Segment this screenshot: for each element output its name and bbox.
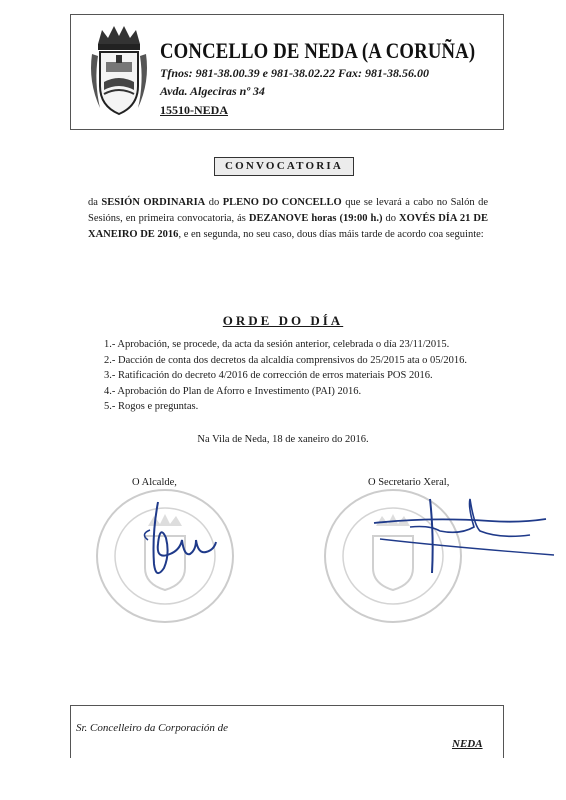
council-title: CONCELLO DE NEDA (A CORUÑA) <box>160 38 476 63</box>
convocatoria-heading: CONVOCATORIA <box>214 157 354 176</box>
recipient-label: Sr. Concelleiro da Corporación de <box>76 722 229 734</box>
place-and-date: Na Vila de Neda, 18 de xaneiro do 2016. <box>197 434 369 445</box>
mayor-signature <box>130 494 240 584</box>
agenda-item: 3.- Ratificación do decreto 4/2016 de corrección de erros materiais POS 2016. <box>104 370 433 381</box>
agenda-item: 2.- Dacción de conta dos decretos da alcaldía comprensivos do 25/2015 ata o 05/2016. <box>104 354 468 366</box>
council-zip: 15510-NEDA <box>160 103 228 117</box>
agenda-title: ORDE DO DÍA <box>222 313 344 328</box>
mayor-label: O Alcalde, <box>132 477 177 488</box>
agenda-item: 4.- Aprobación do Plan de Aforro e Investimento (PAI) 2016. <box>104 385 362 397</box>
secretary-label: O Secretario Xeral, <box>368 477 450 488</box>
agenda-list <box>104 337 467 415</box>
agenda-item: 1.- Aprobación, se procede, da acta da sesión anterior, celebrada o día 23/11/2015. <box>104 339 450 350</box>
council-address: Avda. Algeciras nº 34 <box>160 84 265 98</box>
intro-paragraph: da SESIÓN ORDINARIA do PLENO DO CONCELLO que se levará a cabo no Salón de Sesións, en primeira convocatoria, ás DEZANOVE horas (19:00 h.) do XOVÉS DÍA 21 DE XANEIRO DE 2016, e en segunda, no seu caso, dous días máis tarde de acordo coa seguinte: <box>88 197 488 240</box>
agenda-item: 5.- Rogos e preguntas. <box>104 401 199 412</box>
secretary-signature <box>370 495 555 575</box>
contact-phones: Tfnos: 981-38.00.39 e 981-38.02.22 Fax: 981-38.56.00 <box>160 66 429 80</box>
recipient-place: NEDA <box>452 738 483 750</box>
coat-of-arms-icon <box>88 22 150 118</box>
